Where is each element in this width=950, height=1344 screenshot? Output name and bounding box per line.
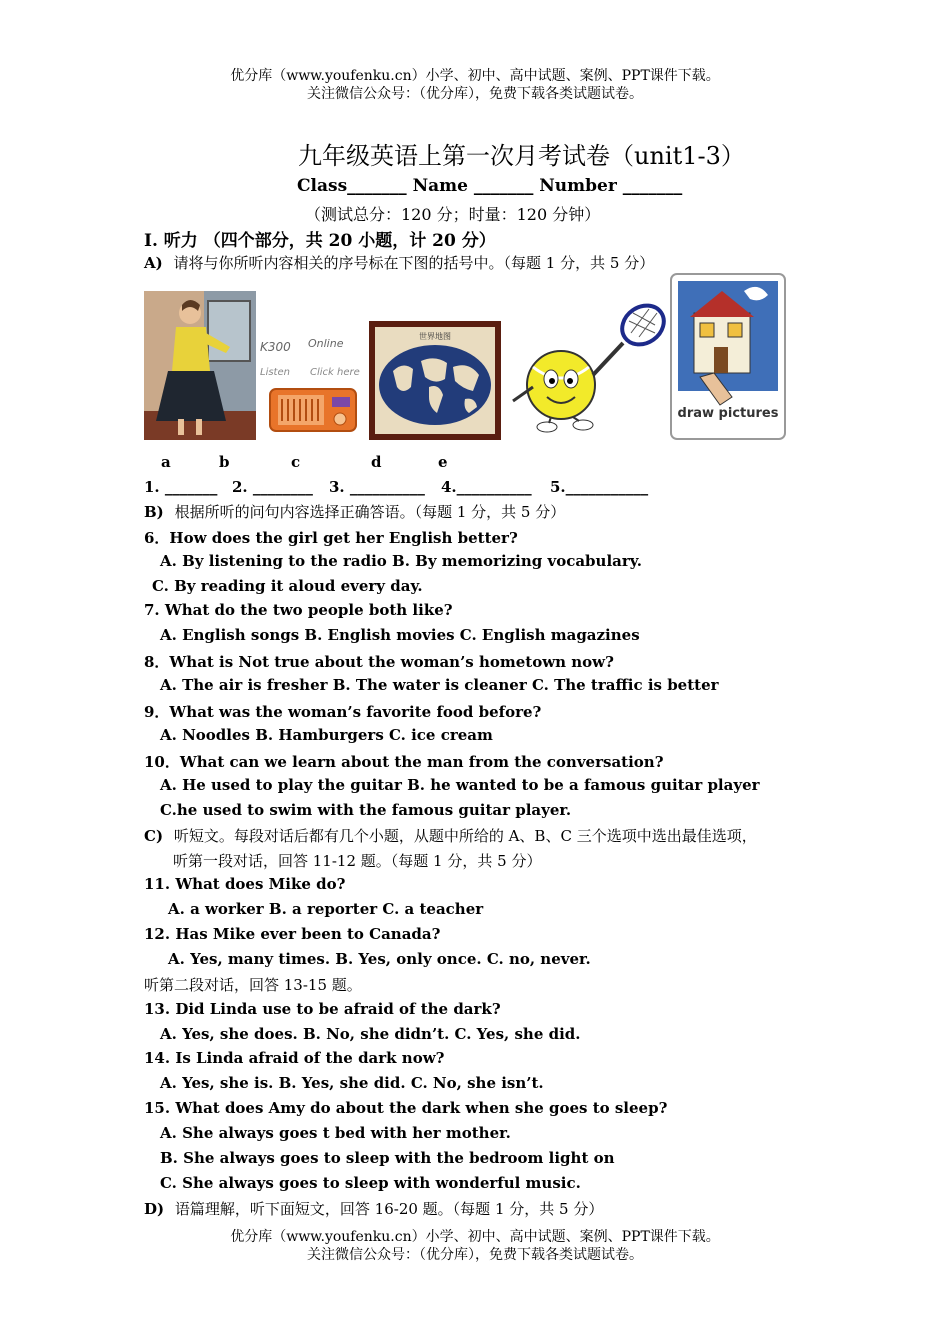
question-13: 13. Did Linda use to be afraid of the dark?	[144, 1000, 501, 1018]
part-a-label: A)	[144, 254, 163, 272]
question-14: 14. Is Linda afraid of the dark now?	[144, 1049, 445, 1067]
answer-5[interactable]: 5.___________	[550, 478, 649, 496]
question-15: 15. What does Amy do about the dark when she goes to sleep?	[144, 1099, 668, 1117]
picture-d-tennis-ball	[503, 303, 673, 439]
part-a-text: 请将与你所听内容相关的序号标在下图的括号中。（每题 1 分，共 5 分）	[173, 254, 655, 272]
footer-line-1: 优分库（www.youfenku.cn）小学、初中、高中试题、案例、PPT课件下载。	[230, 1229, 720, 1245]
part-c-instruction	[144, 825, 757, 846]
question-7: 7. What do the two people both like?	[144, 601, 453, 619]
picture-e-draw-pictures	[670, 273, 786, 440]
picture-b-radio	[258, 333, 366, 438]
picture-c-map-title: 世界地图	[419, 332, 451, 341]
dialogue-2-instruction: 听第二段对话，回答 13-15 题。	[144, 976, 362, 994]
part-c-text-2: 听第一段对话，回答 11-12 题。（每题 1 分，共 5 分）	[173, 852, 542, 870]
question-7-options: A. English songs B. English movies C. English magazines	[160, 626, 640, 644]
part-b-instruction	[144, 501, 565, 522]
question-10: 10．What can we learn about the man from the conversation?	[144, 753, 664, 771]
picture-d-letter: d	[371, 453, 382, 471]
question-11-options: A. a worker B. a reporter C. a teacher	[168, 900, 484, 918]
answer-2[interactable]: 2. ________	[232, 478, 313, 496]
picture-a-woman-at-window	[144, 291, 256, 440]
picture-b-text-listen: Listen	[260, 367, 290, 378]
picture-c-letter: c	[291, 453, 301, 471]
question-12: 12. Has Mike ever been to Canada?	[144, 925, 441, 943]
part-c-text-1: 听短文。每段对话后都有几个小题，从题中所给的 A、B、C 三个选项中选出最佳选项，	[173, 827, 757, 845]
picture-c-world-map	[369, 321, 501, 440]
question-8: 8．What is Not true about the woman’s hometown now?	[144, 653, 614, 671]
picture-b-text-online: Online	[308, 337, 344, 350]
question-14-options: A. Yes, she is. B. Yes, she did. C. No, she isn’t.	[160, 1074, 544, 1092]
question-15-option-b: B. She always goes to sleep with the bedroom light on	[160, 1149, 615, 1167]
question-8-options: A. The air is fresher B. The water is cleaner C. The traffic is better	[160, 676, 719, 694]
part-d-text: 语篇理解，听下面短文，回答 16-20 题。（每题 1 分，共 5 分）	[174, 1200, 604, 1218]
question-15-option-c: C. She always goes to sleep with wonderful music.	[160, 1174, 581, 1192]
picture-b-text-k300: K300	[260, 340, 291, 354]
answer-3[interactable]: 3. __________	[329, 478, 425, 496]
part-b-text: 根据所听的问句内容选择正确答语。（每题 1 分，共 5 分）	[174, 503, 566, 521]
picture-b-text-click-here: Click here	[310, 367, 360, 378]
footer-line-2: 关注微信公众号：（优分库），免费下载各类试题试卷。	[307, 1247, 643, 1263]
picture-e-caption: draw pictures	[677, 406, 779, 421]
student-info-line: Class_______ Name _______ Number _______	[297, 176, 683, 196]
question-13-options: A. Yes, she does. B. No, she didn’t. C. Yes, she did.	[160, 1025, 581, 1043]
question-10-option-c: C.he used to swim with the famous guitar player.	[160, 801, 572, 819]
question-6: 6．How does the girl get her English better?	[144, 529, 518, 547]
part-d-label: D)	[144, 1200, 165, 1218]
question-9-options: A. Noodles B. Hamburgers C. ice cream	[160, 726, 493, 744]
question-11: 11. What does Mike do?	[144, 875, 346, 893]
answer-4[interactable]: 4.__________	[441, 478, 532, 496]
question-10-options-ab: A. He used to play the guitar B. he wanted to be a famous guitar player	[160, 776, 760, 794]
page-title: 九年级英语上第一次月考试卷（unit1-3）	[298, 142, 745, 170]
picture-b-letter: b	[219, 453, 230, 471]
part-d-instruction	[144, 1198, 603, 1219]
question-6-option-c: C. By reading it aloud every day.	[152, 577, 423, 595]
header-line-1: 优分库（www.youfenku.cn）小学、初中、高中试题、案例、PPT课件下载。	[230, 68, 720, 84]
part-c-label: C)	[144, 827, 164, 845]
picture-e-letter: e	[438, 453, 448, 471]
question-12-options: A. Yes, many times. B. Yes, only once. C. no, never.	[168, 950, 591, 968]
picture-a-letter: a	[161, 453, 171, 471]
header-line-2: 关注微信公众号：（优分库），免费下载各类试题试卷。	[307, 86, 643, 102]
question-15-option-a: A. She always goes t bed with her mother.	[160, 1124, 511, 1142]
question-6-options-ab: A. By listening to the radio B. By memorizing vocabulary.	[160, 552, 642, 570]
part-b-label: B)	[144, 503, 164, 521]
part-a-instruction	[144, 252, 654, 273]
section-listening-title: I. 听力 （四个部分，共 20 小题，计 20 分）	[144, 231, 496, 251]
question-9: 9．What was the woman’s favorite food before?	[144, 703, 542, 721]
answer-1[interactable]: 1. _______	[144, 478, 218, 496]
test-meta: （测试总分：120 分；时量：120 分钟）	[305, 205, 601, 224]
